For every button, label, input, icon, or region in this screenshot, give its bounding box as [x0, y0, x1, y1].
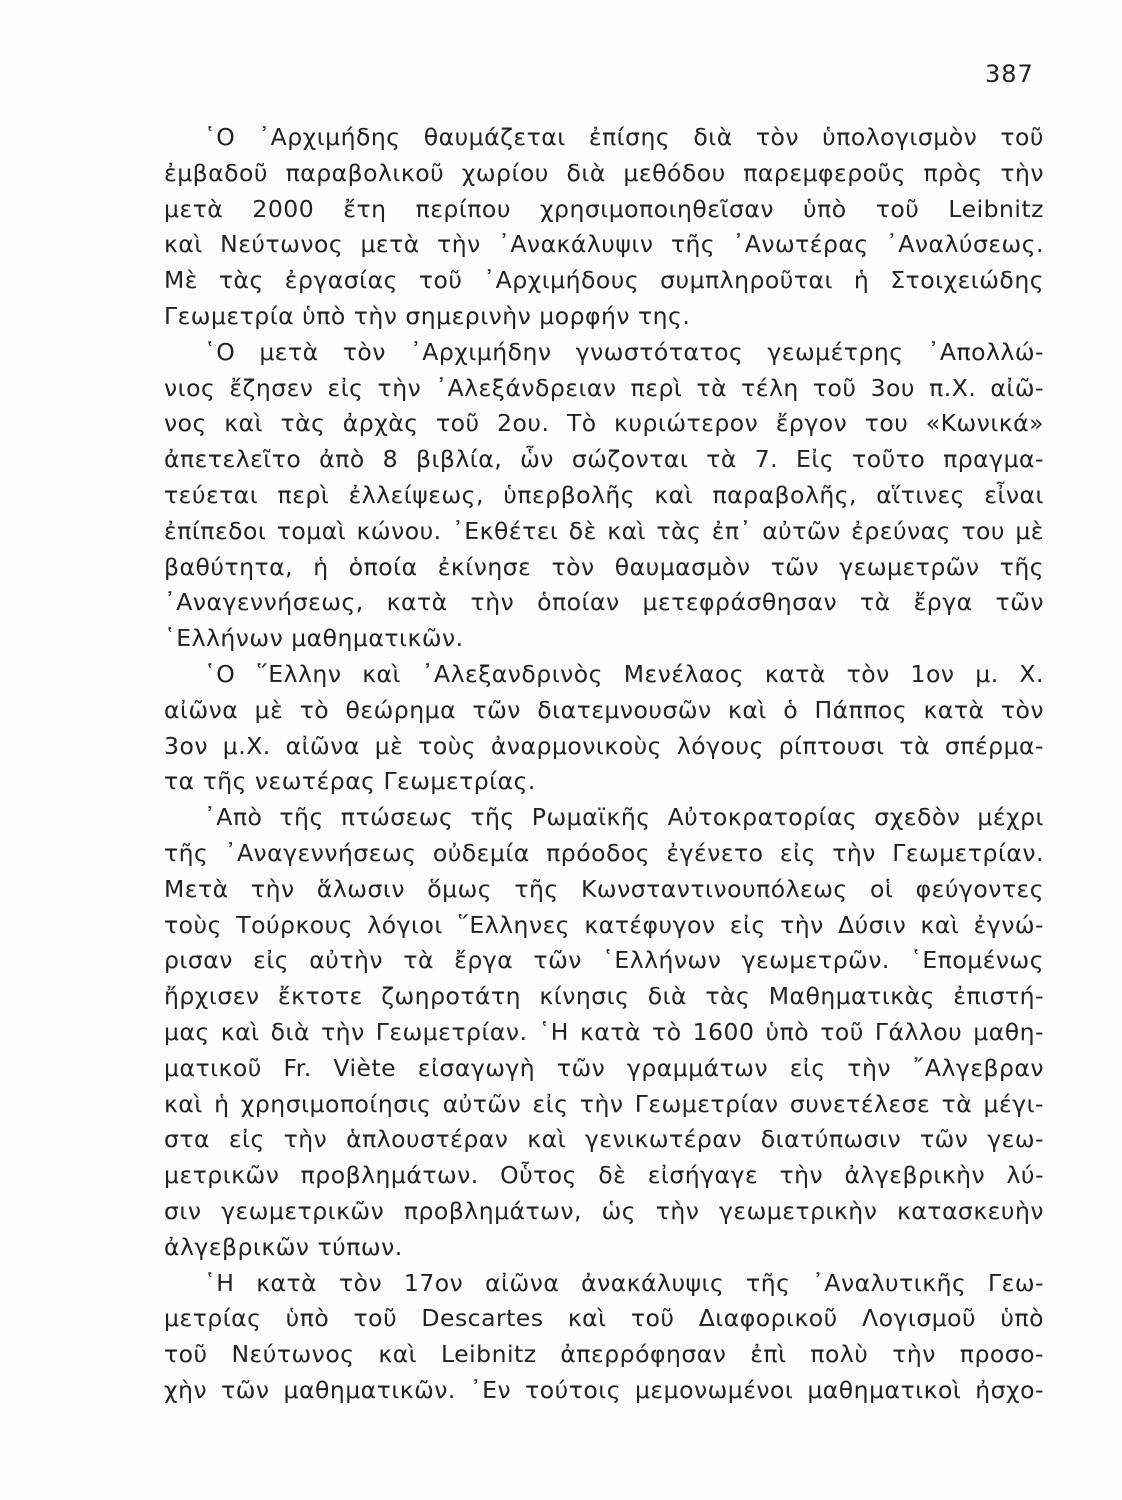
text-line: ματικοῦ Fr. Viète εἰσαγωγὴ τῶν γραμμάτων εἰς τὴν ῎Αλγεβραν	[164, 1053, 1044, 1082]
text-line: ἤρχισεν ἔκτοτε ζωηροτάτη κίνησις διὰ τὰς Μαθηματικὰς ἐπιστή-	[164, 982, 1044, 1011]
text-line: τοὺς Τούρκους λόγιοι ῞Ελληνες κατέφυγον εἰς τὴν Δύσιν καὶ ἐγνώ-	[164, 910, 1044, 939]
paragraph-analytic-geometry	[164, 1266, 1044, 1409]
text-line: σιν γεωμετρικῶν προβλημάτων, ὡς τὴν γεωμετρικὴν κατασκευὴν	[164, 1196, 1044, 1225]
text-line: μετρικῶν προβλημάτων. Οὗτος δὲ εἰσήγαγε τὴν ἀλγεβρικὴν λύ-	[164, 1161, 1044, 1190]
text-line: μετρίας ὑπὸ τοῦ Descartes καὶ τοῦ Διαφορικοῦ Λογισμοῦ ὑπὸ	[164, 1304, 1044, 1333]
text-line: Γεωμετρία ὑπὸ τὴν σημερινὴν μορφήν της.	[164, 301, 691, 330]
paragraph-apollonius	[164, 335, 1044, 657]
text-line: νιος ἔζησεν εἰς τὴν ᾿Αλεξάνδρειαν περὶ τὰ τέλη τοῦ 3ου π.Χ. αἰῶ-	[164, 373, 1044, 402]
text-line: ἐμβαδοῦ παραβολικοῦ χωρίου διὰ μεθόδου παρεμφεροῦς πρὸς τὴν	[164, 158, 1044, 187]
paragraph-menelaus	[164, 657, 1044, 800]
text-line: μετὰ 2000 ἔτη περίπου χρησιμοποιηθεῖσαν ὑπὸ τοῦ Leibnitz	[164, 194, 1044, 223]
text-line: τῆς ᾿Αναγεννήσεως οὐδεμία πρόοδος ἐγένετο εἰς τὴν Γεωμετρίαν.	[164, 838, 1044, 867]
text-line: καὶ ἡ χρησιμοποίησις αὐτῶν εἰς τὴν Γεωμετρίαν συνετέλεσε τὰ μέγι-	[164, 1089, 1044, 1118]
text-line: αἰῶνα μὲ τὸ θεώρημα τῶν διατεμνουσῶν καὶ ὁ Πάππος κατὰ τὸν	[164, 695, 1044, 724]
text-line: ῾Ο ῞Ελλην καὶ ᾿Αλεξανδρινὸς Μενέλαος κατὰ τὸν 1ον μ. Χ.	[204, 659, 1044, 688]
text-line: ἀπετελεῖτο ἀπὸ 8 βιβλία, ὧν σώζονται τὰ 7. Εἰς τοῦτο πραγμα-	[164, 445, 1044, 474]
text-line: ῾Ο μετὰ τὸν ᾿Αρχιμήδην γνωστότατος γεωμέτρης ᾿Απολλώ-	[204, 337, 1044, 366]
paragraph-archimedes	[164, 120, 1044, 335]
text-line: ῾Η κατὰ τὸν 17ον αἰῶνα ἀνακάλυψις τῆς ᾿Αναλυτικῆς Γεω-	[204, 1268, 1044, 1297]
text-line: Μὲ τὰς ἐργασίας τοῦ ᾿Αρχιμήδους συμπληροῦται ἡ Στοιχειώδης	[164, 266, 1044, 295]
text-line: ῾Ο ᾿Αρχιμήδης θαυμάζεται ἐπίσης διὰ τὸν ὑπολογισμὸν τοῦ	[204, 123, 1044, 151]
text-line: καὶ Νεύτωνος μετὰ τὴν ᾿Ανακάλυψιν τῆς ᾿Ανωτέρας ᾿Αναλύσεως.	[164, 230, 1044, 259]
text-line: βαθύτητα, ἡ ὁποία ἐκίνησε τὸν θαυμασμὸν τῶν γεωμετρῶν τῆς	[164, 552, 1044, 581]
paragraph-renaissance	[164, 800, 1044, 1265]
text-line: τα τῆς νεωτέρας Γεωμετρίας.	[164, 767, 536, 796]
page-number: 387	[985, 60, 1034, 88]
text-line: ἐπίπεδοι τομαὶ κώνου. ᾿Εκθέτει δὲ καὶ τὰς ἐπ᾿ αὐτῶν ἐρεύνας του μὲ	[164, 516, 1044, 545]
text-line: ᾿Απὸ τῆς πτώσεως τῆς Ρωμαϊκῆς Αὐτοκρατορίας σχεδὸν μέχρι	[204, 803, 1044, 832]
text-line: τοῦ Νεύτωνος καὶ Leibnitz ἀπερρόφησαν ἐπὶ πολὺ τὴν προσο-	[164, 1340, 1044, 1369]
text-line: μας καὶ διὰ τὴν Γεωμετρίαν. ῾Η κατὰ τὸ 1600 ὑπὸ τοῦ Γάλλου μαθη-	[164, 1017, 1044, 1046]
text-line: 3ον μ.Χ. αἰῶνα μὲ τοὺς ἀναρμονικοὺς λόγους ρίπτουσι τὰ σπέρμα-	[164, 731, 1044, 760]
text-line: ῾Ελλήνων μαθηματικῶν.	[164, 624, 464, 653]
text-line: στα εἰς τὴν ἁπλουστέραν καὶ γενικωτέραν διατύπωσιν τῶν γεω-	[164, 1125, 1044, 1154]
text-line: ἀλγεβρικῶν τύπων.	[164, 1232, 403, 1261]
text-line: Μετὰ τὴν ἅλωσιν ὅμως τῆς Κωνσταντινουπόλεως οἱ φεύγοντες	[164, 874, 1044, 903]
text-line: χὴν τῶν μαθηματικῶν. ᾿Εν τούτοις μεμονωμένοι μαθηματικοὶ ἠσχο-	[164, 1375, 1044, 1404]
text-line: ᾿Αναγεννήσεως, κατὰ τὴν ὁποίαν μετεφράσθησαν τὰ ἔργα τῶν	[164, 588, 1044, 617]
text-line: ρισαν εἰς αὐτὴν τὰ ἔργα τῶν ῾Ελλήνων γεωμετρῶν. ῾Επομένως	[164, 946, 1044, 975]
body-text	[164, 120, 1044, 1409]
text-line: νος καὶ τὰς ἀρχὰς τοῦ 2ου. Τὸ κυριώτερον ἔργον του «Κωνικά»	[164, 409, 1044, 438]
text-line: τεύεται περὶ ἐλλείψεως, ὑπερβολῆς καὶ παραβολῆς, αἵτινες εἶναι	[164, 480, 1044, 509]
